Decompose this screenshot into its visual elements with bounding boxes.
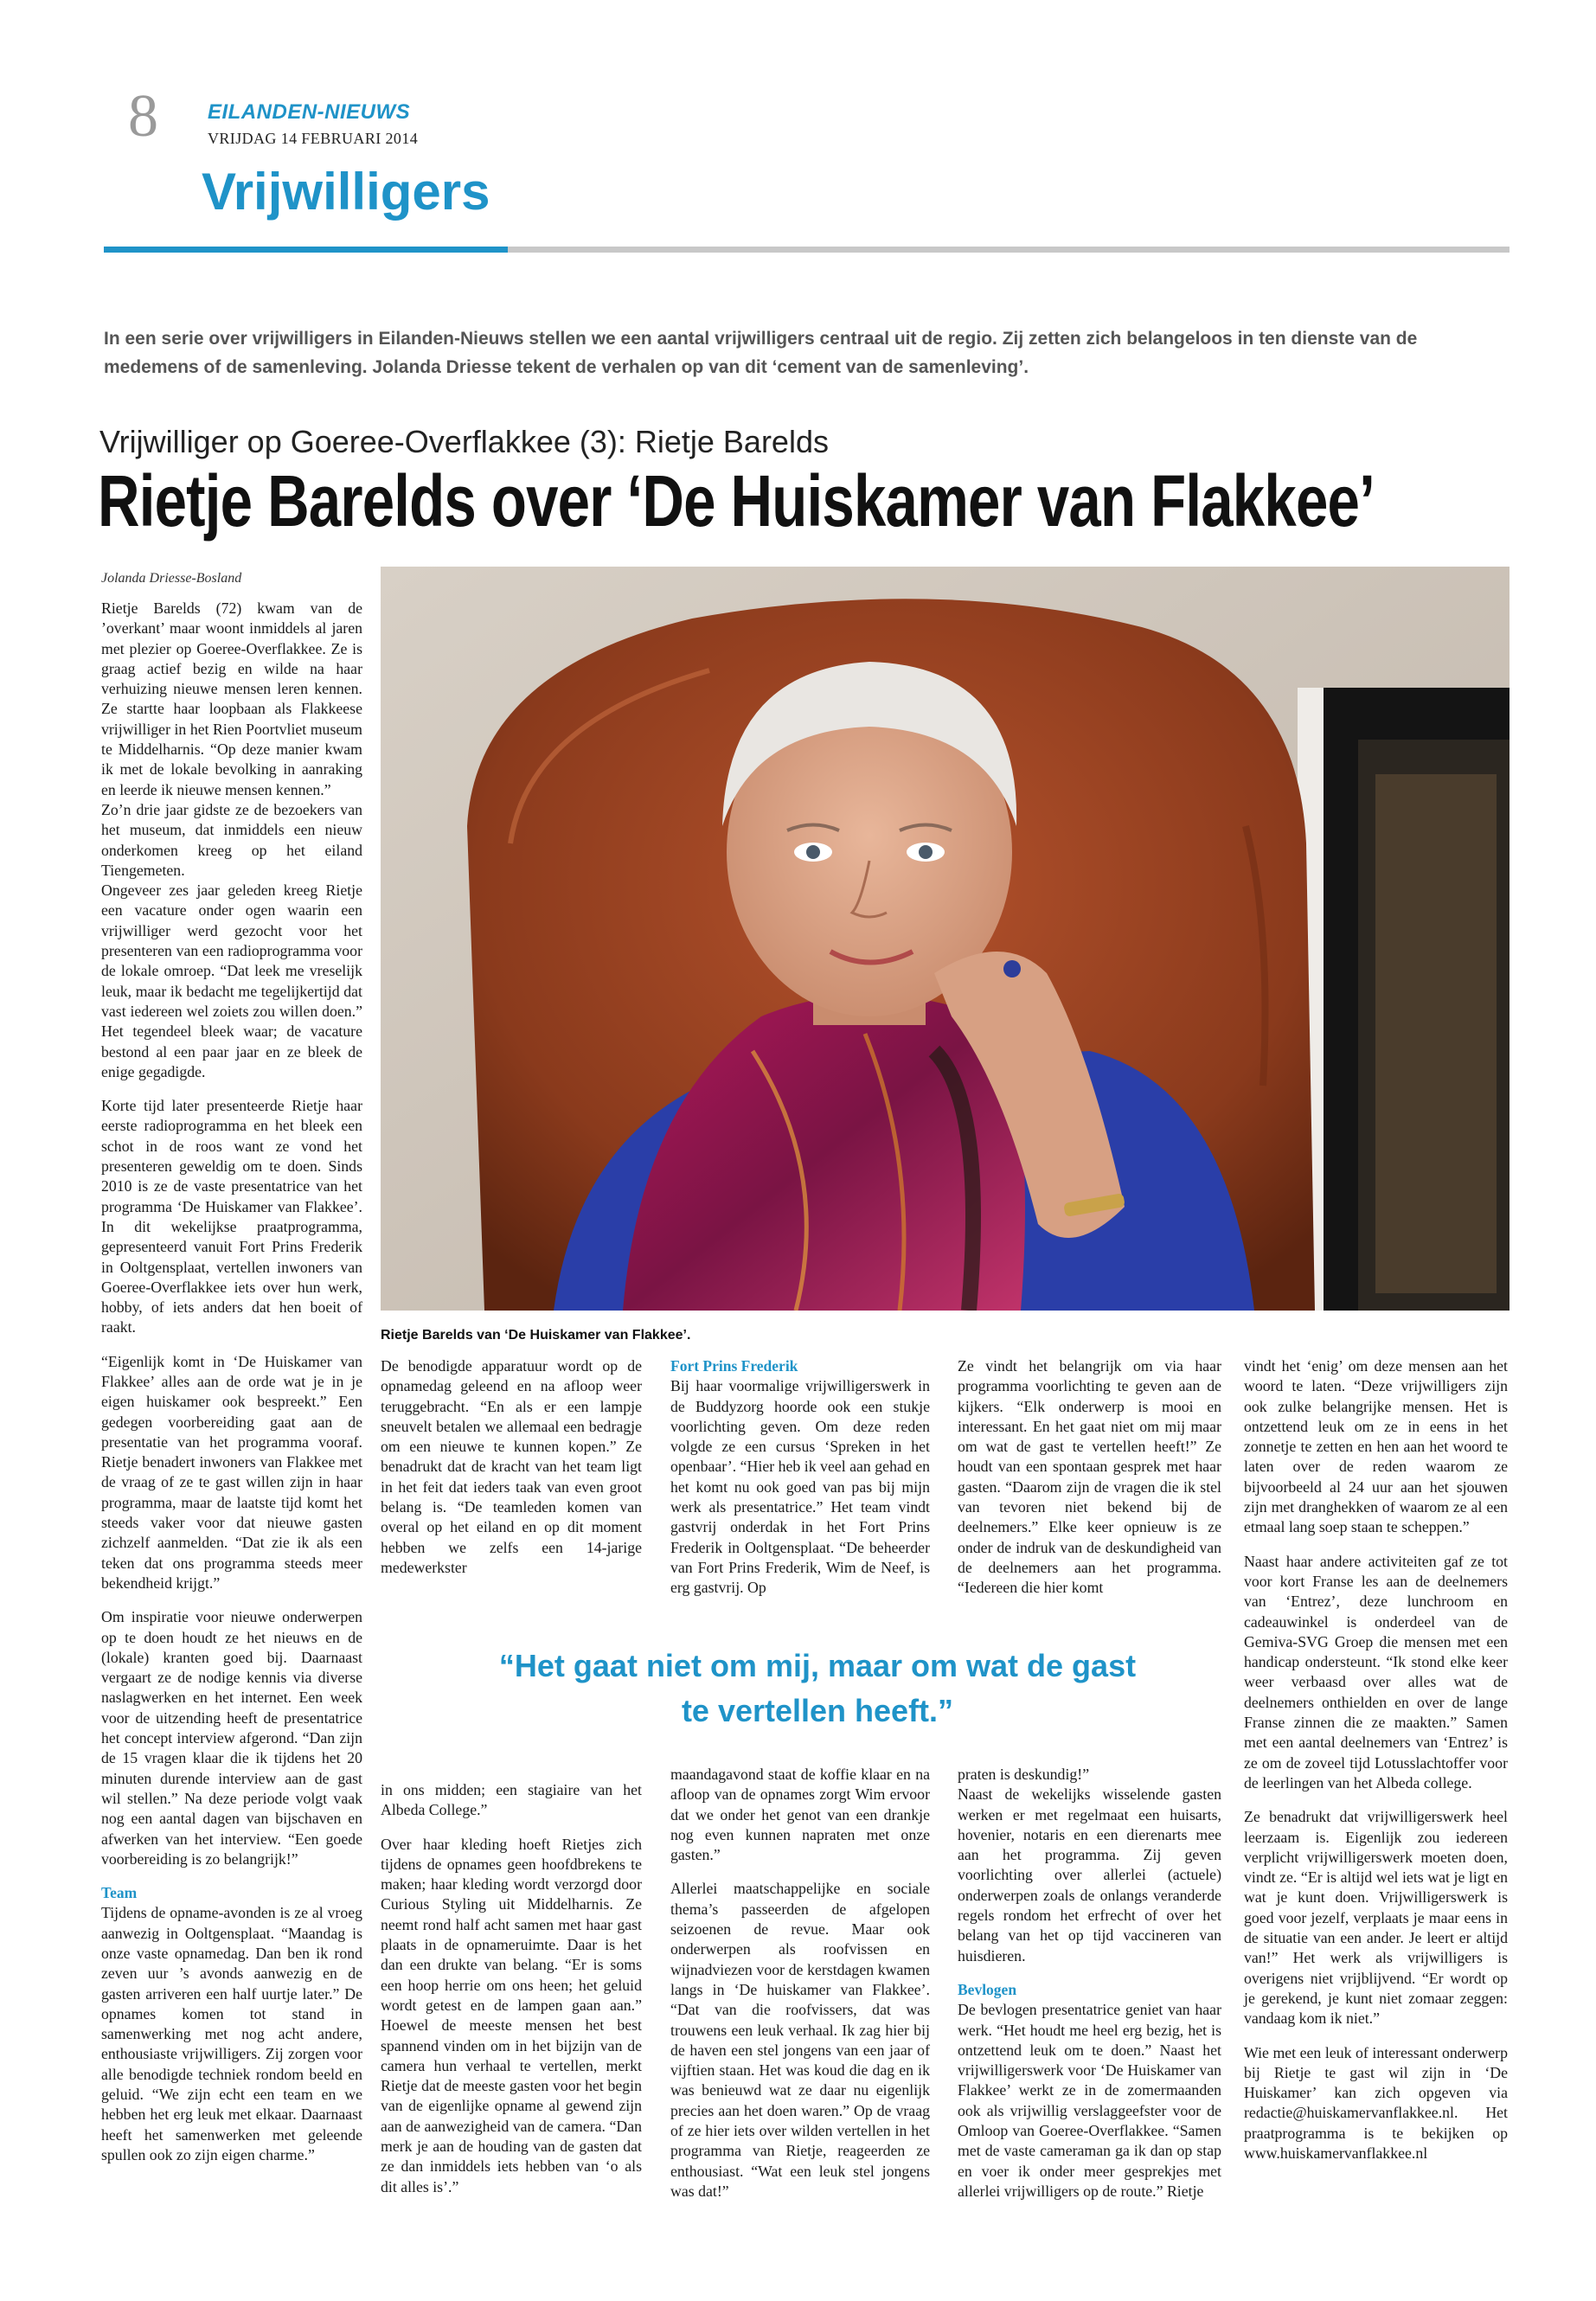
paragraph: Wie met een leuk of interessant onderwerp bij Rietje te gast wil zijn in ‘De Huiskamer’ kan zich opgeven via redactie@huiskamervanflakkee.nl. Het praatprogramma is te bekijken op www.huiskamervanflakkee.nl [1244, 2043, 1508, 2162]
article-column-2-bottom [381, 1780, 642, 2211]
newspaper-name: EILANDEN-NIEUWS [208, 100, 411, 124]
photo-caption: Rietje Barelds van ‘De Huiskamer van Flakkee’. [381, 1328, 691, 1343]
paragraph: “Eigenlijk komt in ‘De Huiskamer van Flakkee’ alles aan de orde wat je in je eigen huiskamer ook bespreekt.” Een gedegen voorbereiding gaat aan de presentatie van het programma vooraf. Rietje benadert inwoners van Flakkee met de vraag of ze te gast willen zijn in haar programma, maar de laatste tijd komt het steeds vaker voor dat nieuwe gasten zichzelf aanmelden. “Dat zie ik als een teken dat ons programma steeds meer bekendheid krijgt.” [101, 1352, 362, 1592]
article-column-2-top [381, 1356, 642, 1592]
series-intro: In een serie over vrijwilligers in Eilanden-Nieuws stellen we een aantal vrijwilligers centraal uit de regio. Zij zetten zich belangeloos in ten dienste van de medemens of de samenleving. Jolanda Driesse tekent de verhalen op van dit ‘cement van de samenleving’. [104, 329, 1418, 377]
paragraph: Zo’n drie jaar gidste ze de bezoekers van het museum, dat inmiddels een nieuw onderkomen kreeg op het eiland Tiengemeten. [101, 800, 362, 879]
issue-date: VRIJDAG 14 FEBRUARI 2014 [208, 130, 419, 147]
paragraph: Ze vindt het belangrijk om via haar programma voorlichting te geven aan de kijkers. “Elk onderwerp is mooi en interessant. En het gaat niet om mij maar om wat de gast te vertellen heeft!” Ze houdt van een spontaan gesprek met haar gasten. “Daarom zijn de vragen die ik stel van tevoren niet bekend bij de deelnemers.” Elke keer opnieuw is ze onder de indruk van de deskundigheid van de deelnemers aan het programma. “Iedereen die hier komt [958, 1357, 1221, 1597]
article-headline: Rietje Barelds over ‘De Huiskamer van Flakkee’ [98, 460, 1375, 542]
paragraph: vindt het ‘enig’ om deze mensen aan het woord te laten. “Deze vrijwilligers zijn ook zulke belangrijke mensen. Het is ontzettend leuk om ze in eens in het zonnetje te zetten en hen aan het woord te laten over de reden waarom ze bijvoorbeeld al 24 uur aan het sjouwen zijn met dranghekken of waarom ze al een etmaal lang soep staan te scheppen.” [1244, 1357, 1508, 1536]
paragraph: Om inspiratie voor nieuwe onderwerpen op te doen houdt ze het nieuws en de (lokale) kranten goed bij. Daarnaast vergaart ze de nodige kennis via diverse naslagwerken en het internet. Een week voor de uitzending heeft de presentatrice het concept interview afgerond. “Dan zijn de 15 vragen klaar die ik tijdens het 20 minuten durende interview aan de gast wil stellen.” Na deze periode volgt vaak nog een aantal dagen van bijschaven en afwerken van het interview. “Een goede voorbereiding is zo belangrijk!” [101, 1608, 362, 1868]
article-byline: Jolanda Driesse-Bosland [101, 571, 242, 586]
article-column-1 [101, 599, 362, 2179]
article-column-4-top [958, 1356, 1221, 1612]
section-title: Vrijwilligers [202, 163, 490, 221]
section-rule [508, 247, 1509, 253]
article-column-3-top [670, 1356, 930, 1612]
paragraph: Ze benadrukt dat vrijwilligerswerk heel leerzaam is. Eigenlijk zou iedereen verplicht vrijwilligerswerk moeten doen, vindt ze. “Er is altijd wel iets wat je ligt en wat je kunt doen. Vrijwilligerswerk is goed voor jezelf, verplaats je maar eens in de situatie van een ander. Je leert er altijd van!” Het werk als vrijwilligers is overigens niet vrijblijvend. “Er wordt op je gerekend, je kunt niet zomaar zeggen: vandaag kom ik niet.” [1244, 1808, 1508, 2028]
subheading-bevlogen: Bevlogen [958, 1980, 1017, 1998]
subheading-fort: Fort Prins Frederik [670, 1357, 798, 1375]
paragraph: Korte tijd later presenteerde Rietje haar eerste radioprogramma en het bleek een schot in de roos want ze vond het presenteren geweldig om te doen. Sinds 2010 is ze de vaste presentatrice van het programma ‘De Huiskamer van Flakkee’. In dit wekelijkse praatprogramma, gepresenteerd vanuit Fort Prins Frederik in Ooltgensplaat, vertellen inwoners van Goeree-Overflakkee iets over hun werk, hobby, of iets anders dat hen boeit of raakt. [101, 1097, 362, 1336]
article-column-5 [1244, 1356, 1508, 2177]
article-column-3-bottom [670, 1765, 930, 2215]
section-rule-accent [104, 247, 508, 253]
paragraph: Bij haar voormalige vrijwilligerswerk in de Buddyzorg hoorde ook een stukje voorlichting geven. Om deze reden volgde ze een cursus ‘Spreken in het openbaar’. “Hier heb ik veel aan gehad en het komt nu ook goed van pas bij mijn werk als presentatrice.” Het team vindt gastvrij onderdak in het Fort Prins Frederik in Ooltgensplaat. “De beheerder van Fort Prins Frederik, Wim de Neef, is erg gastvrij. Op [670, 1377, 930, 1597]
subheading-team: Team [101, 1884, 138, 1902]
paragraph: Rietje Barelds (72) kwam van de ’overkant’ maar woont inmiddels al jaren met plezier op Goeree-Overflakkee. Ze is graag actief bezig en wilde na haar verhuizing nieuwe mensen leren kennen. Ze startte haar loopbaan als Flakkeese vrijwilliger in het Rien Poortvliet museum te Middelharnis. “Op deze manier kwam ik met de lokale bevolking in aanraking en leerde ik nieuwe mensen kennen.” [101, 599, 362, 798]
article-photo [381, 567, 1509, 1311]
article-kicker: Vrijwilliger op Goeree-Overflakkee (3): Rietje Barelds [99, 424, 829, 459]
paragraph: Naast de wekelijks wisselende gasten werken er met regelmaat een huisarts, hovenier, notaris en een dierenarts mee aan het programma. Zij geven voorlichting over allerlei (actuele) onderwerpen zoals de onlangs veranderde regels rondom het erfrecht of over het belang van het op tijd vaccineren van huisdieren. [958, 1785, 1221, 1965]
paragraph: Naast haar andere activiteiten gaf ze tot voor kort Franse les aan de deelnemers van ‘Entrez’, deze lunchroom en cadeauwinkel is onderdeel van de Gemiva-SVG Groep die mensen met een handicap ondersteunt. “Ik stond elke keer weer verbaasd over alles wat de deelnemers onthielden en over de lange Franse zinnen die ze maakten.” Samen met een aantal deelnemers van ‘Entrez’ is ze om de zoveel tijd Lotusslachtoffer voor de leerlingen van het Albeda college. [1244, 1552, 1508, 1791]
paragraph: Allerlei maatschappelijke en sociale thema’s passeerden de afgelopen seizoenen de revue. Maar ook onderwerpen als roofvissen en wijnadviezen voor de kerstdagen kwamen langs in ‘De huiskamer van Flakkee’. “Dat van die roofvissers, dat was trouwens een leuk verhaal. Ik zag hier bij de haven een stel jongens van een jaar of vijftien staan. Het was koud die dag en ik was benieuwd wat ze daar nu eigenlijk precies aan het doen waren.” Op de vraag of ze hier iets over wilden vertellen in het programma van Rietje, reageerden ze enthousiast. “Wat een leuk stel jongens was dat!” [670, 1880, 930, 2200]
paragraph: Tijdens de opname-avonden is ze al vroeg aanwezig in Ooltgensplaat. “Maandag is onze vaste opnamedag. Dan ben ik rond zeven uur ’s avonds aanwezig en de gasten arriveren een half uurtje later.” De opnames komen tot stand in samenwerking met nog acht andere, enthousiaste vrijwilligers. Zij zorgen voor alle benodigde techniek rondom beeld en geluid. “We zijn echt een team en we hebben het erg leuk met elkaar. Daarnaast heeft het samenwerken met geleende spullen ook zo zijn eigen charme.” [101, 1904, 362, 2163]
paragraph: De benodigde apparatuur wordt op de opnamedag geleend en na afloop weer teruggebracht. “En als er een lampje sneuvelt betalen we allemaal een bedragje om een nieuwe te kunnen kopen.” Ze benadrukt dat de kracht van het team ligt in het feit dat ieders taak van even groot belang is. “De teamleden komen van overal op het eiland en op dit moment hebben we zelfs een 14-jarige medewerkster [381, 1357, 642, 1576]
article-column-4-bottom [958, 1765, 1221, 2215]
page-number: 8 [128, 83, 158, 150]
paragraph: Ongeveer zes jaar geleden kreeg Rietje een vacature onder ogen waarin een vrijwilliger werd gezocht voor het presenteren van een radioprogramma voor de lokale omroep. “Dat leek me vreselijk leuk, maar ik bedacht me tegelijkertijd dat vast iedereen wel zoiets zou willen doen.” Het tegendeel bleek waar; de vacature bestond al een paar jaar en ze bleek de enige gegadigde. [101, 881, 362, 1080]
paragraph: praten is deskundig!” [958, 1766, 1090, 1783]
pull-quote: “Het gaat niet om mij, maar om wat de gast te vertellen heeft.” [498, 1648, 1137, 1728]
paragraph: De bevlogen presentatrice geniet van haar werk. “Het houdt me heel erg bezig, het is ontzettend leuk om te doen.” Naast het vrijwilligerswerk voor ‘De Huiskamer van Flakkee’ werkt ze in de zomermaanden ook als vrijwillig verslaggeefster voor de Omloop van Goeree-Overflakkee. “Samen met de vaste cameraman ga ik dan op stap en voer ik onder meer gesprekjes met allerlei vrijwilligers op de route.” Rietje [958, 2001, 1221, 2200]
paragraph: Over haar kleding hoeft Rietjes zich tijdens de opnames geen hoofdbrekens te maken; haar kleding wordt verzorgd door Curious Styling uit Middelharnis. Ze neemt rond half acht samen met haar gast plaats in de opnameruimte. Daar is het dan een drukte van belang. “Er is soms een hoop herrie om ons heen; het geluid wordt getest en de lampen gaan aan.” Hoewel de meeste mensen het best spannend vinden om in het bijzijn van de camera hun verhaal te vertellen, merkt Rietje dat de meeste gasten voor het begin van de eigenlijke opname al gewend zijn aan de aanwezigheid van de camera. “Dan merk je aan de houding van de gasten dat ze dan inmiddels iets hebben van ‘o als dit alles is’.” [381, 1835, 642, 2195]
paragraph: maandagavond staat de koffie klaar en na afloop van de opnames zorgt Wim ervoor dat we onder het genot van een drankje nog even kunnen napraten met onze gasten.” [670, 1766, 930, 1864]
paragraph: in ons midden; een stagiaire van het Albeda College.” [381, 1781, 642, 1819]
